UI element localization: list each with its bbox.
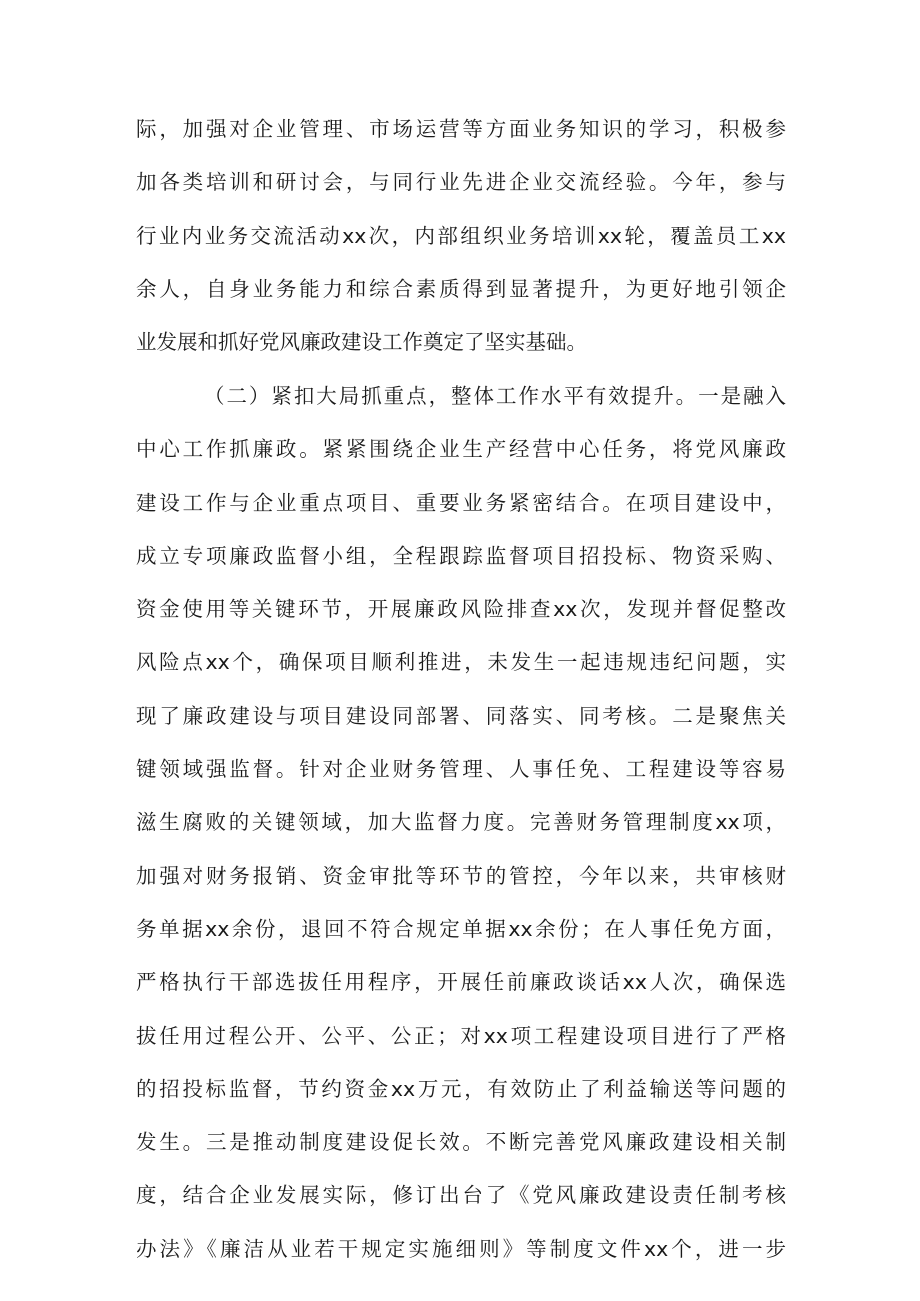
paragraph-1-line: 加各类培训和研讨会，与同行业先进企业交流经验。今年，参与 bbox=[136, 170, 786, 195]
paragraph-2-line: （二）紧扣大局抓重点，整体工作水平有效提升。一是融入 bbox=[204, 384, 786, 408]
paragraph-2-line: 键领域强监督。针对企业财务管理、人事任免、工程建设等容易 bbox=[136, 757, 786, 782]
paragraph-2-line: 加强对财务报销、资金审批等环节的管控，今年以来，共审核财 bbox=[136, 863, 786, 888]
paragraph-2-line: 拔任用过程公开、公平、公正；对xx项工程建设项目进行了严格 bbox=[136, 1023, 786, 1048]
paragraph-1 bbox=[136, 103, 786, 369]
paragraph-2-line: 度，结合企业发展实际，修订出台了《党风廉政建设责任制考核 bbox=[136, 1183, 786, 1208]
paragraph-1-line: 行业内业务交流活动xx次，内部组织业务培训xx轮，覆盖员工xx bbox=[136, 223, 786, 248]
paragraph-2-line: 发生。三是推动制度建设促长效。不断完善党风廉政建设相关制 bbox=[136, 1130, 786, 1155]
paragraph-2-line: 建设工作与企业重点项目、重要业务紧密结合。在项目建设中， bbox=[136, 490, 786, 515]
paragraph-2-line: 风险点xx个，确保项目顺利推进，未发生一起违规违纪问题，实 bbox=[136, 650, 786, 675]
paragraph-2-line: 务单据xx余份，退回不符合规定单据xx余份；在人事任免方面， bbox=[136, 916, 786, 941]
paragraph-2-line: 中心工作抓廉政。紧紧围绕企业生产经营中心任务，将党风廉政 bbox=[136, 437, 786, 462]
paragraph-1-line: 余人，自身业务能力和综合素质得到显著提升，为更好地引领企 bbox=[136, 276, 786, 301]
paragraph-1-line: 际，加强对企业管理、市场运营等方面业务知识的学习，积极参 bbox=[136, 117, 786, 141]
paragraph-2-line: 成立专项廉政监督小组，全程跟踪监督项目招投标、物资采购、 bbox=[136, 543, 786, 568]
paragraph-1-line: 业发展和抓好党风廉政建设工作奠定了坚实基础。 bbox=[136, 330, 587, 355]
paragraph-2-line: 资金使用等关键环节，开展廉政风险排查xx次，发现并督促整改 bbox=[136, 597, 786, 622]
paragraph-2-line: 的招投标监督，节约资金xx万元，有效防止了利益输送等问题的 bbox=[136, 1076, 786, 1101]
paragraph-2-line: 滋生腐败的关键领域，加大监督力度。完善财务管理制度xx项， bbox=[136, 810, 786, 835]
paragraph-2-line: 现了廉政建设与项目建设同部署、同落实、同考核。二是聚焦关 bbox=[136, 703, 786, 728]
paragraph-2 bbox=[136, 370, 786, 1276]
paragraph-2-line: 办法》《廉洁从业若干规定实施细则》等制度文件xx个，进一步 bbox=[136, 1236, 786, 1261]
paragraph-2-line: 严格执行干部选拔任用程序，开展任前廉政谈话xx人次，确保选 bbox=[136, 970, 786, 995]
